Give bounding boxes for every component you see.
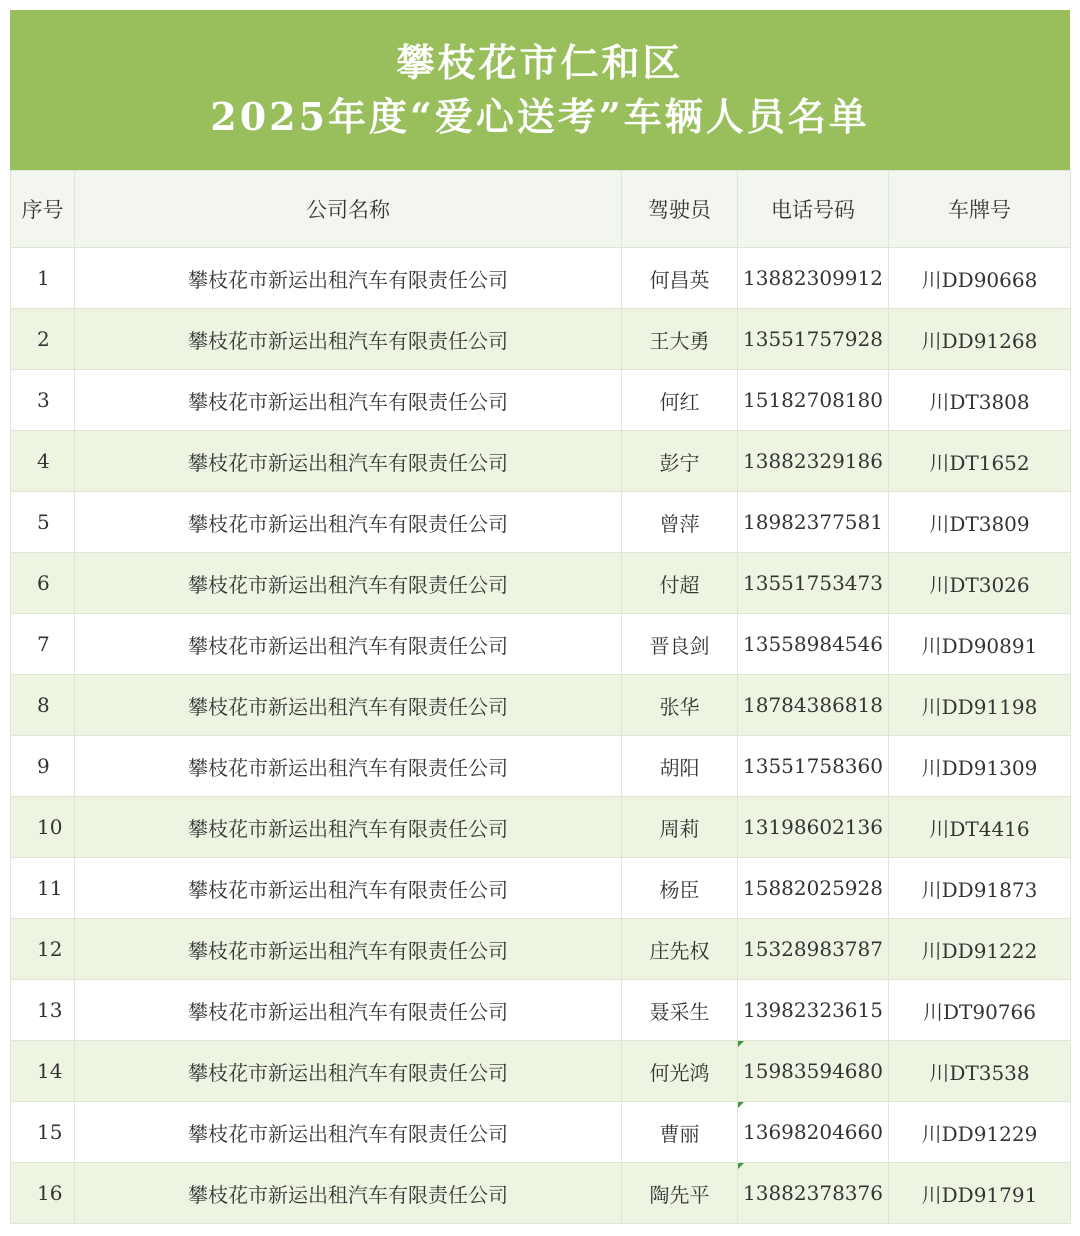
company-name-cell [75,370,622,431]
comment-marker-icon [738,1041,744,1047]
driver-name-cell [622,309,738,370]
driver-name-cell-text: 晋良剑 [649,633,710,658]
phone-number-cell [738,553,889,614]
license-plate-cell-text: 川DD91873 [921,877,1038,902]
company-name-cell-text: 攀枝花市新运出租汽车有限责任公司 [188,389,508,414]
company-name-cell-text: 攀枝花市新运出租汽车有限责任公司 [188,267,508,292]
header-plate: 车牌号 [889,171,1071,248]
phone-number-cell [738,736,889,797]
company-name-cell-text: 攀枝花市新运出租汽车有限责任公司 [188,1182,508,1207]
table-row [11,919,1071,980]
license-plate-cell-text: 川DD91198 [921,694,1038,719]
license-plate-cell [889,980,1071,1041]
company-name-cell-text: 攀枝花市新运出租汽车有限责任公司 [188,755,508,780]
driver-name-cell [622,736,738,797]
license-plate-cell-text: 川DT90766 [923,999,1036,1024]
row-number-text: 11 [37,876,63,900]
company-name-cell [75,980,622,1041]
driver-name-cell [622,614,738,675]
license-plate-cell-text: 川DT4416 [929,816,1030,841]
phone-number-cell [738,309,889,370]
comment-marker-icon [738,1102,744,1108]
company-name-cell-text: 攀枝花市新运出租汽车有限责任公司 [188,450,508,475]
company-name-cell [75,675,622,736]
row-number-text: 15 [37,1120,63,1144]
phone-number-cell-text: 18982377581 [743,510,883,534]
phone-number-cell [738,431,889,492]
driver-name-cell-text: 付超 [659,572,700,597]
roster-sheet [10,10,1070,1224]
driver-name-cell-text: 聂采生 [649,999,710,1024]
table-row [11,431,1071,492]
company-name-cell-text: 攀枝花市新运出租汽车有限责任公司 [188,694,508,719]
row-number-text: 10 [37,815,63,839]
title-district: 攀枝花市仁和区 [396,40,684,85]
company-name-cell [75,919,622,980]
row-number-text: 4 [37,449,50,473]
driver-name-cell [622,370,738,431]
table-row [11,614,1071,675]
header-driver: 驾驶员 [622,171,738,248]
driver-name-cell [622,919,738,980]
license-plate-cell [889,797,1071,858]
table-row [11,736,1071,797]
driver-name-cell-text: 张华 [659,694,700,719]
phone-number-cell-text: 18784386818 [743,693,883,717]
phone-number-cell [738,614,889,675]
license-plate-cell-text: 川DT3026 [929,572,1030,597]
license-plate-cell [889,309,1071,370]
company-name-cell-text: 攀枝花市新运出租汽车有限责任公司 [188,511,508,536]
company-name-cell-text: 攀枝花市新运出租汽车有限责任公司 [188,633,508,658]
comment-marker-icon [738,1163,744,1169]
driver-name-cell [622,1102,738,1163]
company-name-cell-text: 攀枝花市新运出租汽车有限责任公司 [188,938,508,963]
company-name-cell [75,1163,622,1224]
company-name-cell-text: 攀枝花市新运出租汽车有限责任公司 [188,1060,508,1085]
license-plate-cell [889,248,1071,309]
license-plate-cell-text: 川DD91791 [921,1182,1038,1207]
phone-number-cell-text: 13982323615 [743,998,883,1022]
phone-number-cell-text: 13198602136 [743,815,883,839]
company-name-cell [75,248,622,309]
row-number-text: 3 [37,388,50,412]
row-number [11,1102,75,1163]
row-number-text: 13 [37,998,63,1022]
phone-number-cell [738,1102,889,1163]
driver-name-cell-text: 王大勇 [649,328,710,353]
license-plate-cell [889,675,1071,736]
roster-table [10,170,1071,1224]
table-row [11,1102,1071,1163]
license-plate-cell [889,736,1071,797]
driver-name-cell-text: 何光鸿 [649,1060,710,1085]
license-plate-cell-text: 川DT1652 [929,450,1030,475]
license-plate-cell [889,1163,1071,1224]
driver-name-cell-text: 杨臣 [659,877,700,902]
row-number-text: 14 [37,1059,63,1083]
header-company: 公司名称 [75,171,622,248]
driver-name-cell [622,675,738,736]
phone-number-cell-text: 13698204660 [743,1120,883,1144]
row-number [11,431,75,492]
table-row [11,1041,1071,1102]
row-number [11,1163,75,1224]
row-number [11,675,75,736]
company-name-cell [75,736,622,797]
license-plate-cell-text: 川DD90891 [921,633,1038,658]
license-plate-cell-text: 川DT3808 [929,389,1030,414]
row-number-text: 9 [37,754,50,778]
phone-number-cell [738,980,889,1041]
driver-name-cell-text: 曾萍 [659,511,700,536]
phone-number-cell-text: 13551753473 [743,571,883,595]
header-row [11,171,1071,248]
row-number [11,248,75,309]
company-name-cell [75,309,622,370]
driver-name-cell [622,492,738,553]
license-plate-cell [889,492,1071,553]
license-plate-cell-text: 川DD91268 [921,328,1038,353]
row-number-text: 1 [37,266,50,290]
license-plate-cell [889,370,1071,431]
phone-number-cell [738,248,889,309]
company-name-cell [75,858,622,919]
row-number-text: 12 [37,937,63,961]
row-number-text: 6 [37,571,50,595]
company-name-cell [75,1041,622,1102]
row-number [11,858,75,919]
company-name-cell-text: 攀枝花市新运出租汽车有限责任公司 [188,572,508,597]
phone-number-cell [738,858,889,919]
driver-name-cell-text: 曹丽 [659,1121,700,1146]
row-number-text: 5 [37,510,50,534]
driver-name-cell-text: 陶先平 [649,1182,710,1207]
roster-body [11,248,1071,1224]
company-name-cell-text: 攀枝花市新运出租汽车有限责任公司 [188,1121,508,1146]
header-number: 序号 [11,171,75,248]
row-number-text: 7 [37,632,50,656]
table-row [11,309,1071,370]
license-plate-cell [889,1102,1071,1163]
row-number [11,1041,75,1102]
phone-number-cell [738,370,889,431]
driver-name-cell-text: 周莉 [659,816,700,841]
table-row [11,492,1071,553]
driver-name-cell-text: 何红 [659,389,700,414]
header-phone: 电话号码 [738,171,889,248]
title-banner [10,10,1070,170]
driver-name-cell [622,858,738,919]
table-row [11,797,1071,858]
phone-number-cell-text: 13882309912 [743,266,883,290]
company-name-cell [75,614,622,675]
company-name-cell [75,1102,622,1163]
table-row [11,370,1071,431]
phone-number-cell-text: 15882025928 [743,876,883,900]
phone-number-cell-text: 13882378376 [743,1181,883,1205]
table-row [11,675,1071,736]
driver-name-cell-text: 庄先权 [649,938,710,963]
row-number-text: 16 [37,1181,63,1205]
row-number [11,980,75,1041]
phone-number-cell-text: 13551758360 [743,754,883,778]
phone-number-cell [738,919,889,980]
license-plate-cell-text: 川DD91229 [921,1121,1038,1146]
driver-name-cell-text: 胡阳 [659,755,700,780]
row-number [11,736,75,797]
table-row [11,1163,1071,1224]
row-number [11,309,75,370]
license-plate-cell [889,919,1071,980]
driver-name-cell [622,248,738,309]
driver-name-cell [622,1041,738,1102]
company-name-cell-text: 攀枝花市新运出租汽车有限责任公司 [188,816,508,841]
row-number-text: 2 [37,327,50,351]
license-plate-cell-text: 川DD91222 [921,938,1038,963]
company-name-cell-text: 攀枝花市新运出租汽车有限责任公司 [188,328,508,353]
driver-name-cell [622,980,738,1041]
license-plate-cell-text: 川DD90668 [921,267,1038,292]
title-roster: 2025年度“爱心送考”车辆人员名单 [210,94,870,139]
company-name-cell [75,553,622,614]
driver-name-cell [622,553,738,614]
phone-number-cell [738,1041,889,1102]
phone-number-cell [738,675,889,736]
license-plate-cell [889,553,1071,614]
driver-name-cell [622,1163,738,1224]
license-plate-cell [889,431,1071,492]
phone-number-cell [738,797,889,858]
phone-number-cell-text: 13551757928 [743,327,883,351]
table-row [11,858,1071,919]
license-plate-cell-text: 川DT3809 [929,511,1030,536]
row-number-text: 8 [37,693,50,717]
phone-number-cell-text: 13558984546 [743,632,883,656]
table-row [11,553,1071,614]
phone-number-cell-text: 15182708180 [743,388,883,412]
company-name-cell [75,431,622,492]
table-row [11,248,1071,309]
row-number [11,492,75,553]
driver-name-cell-text: 何昌英 [649,267,710,292]
company-name-cell [75,797,622,858]
row-number [11,553,75,614]
company-name-cell-text: 攀枝花市新运出租汽车有限责任公司 [188,999,508,1024]
table-row [11,980,1071,1041]
row-number [11,919,75,980]
license-plate-cell-text: 川DT3538 [929,1060,1030,1085]
license-plate-cell-text: 川DD91309 [921,755,1038,780]
phone-number-cell-text: 13882329186 [743,449,883,473]
license-plate-cell [889,1041,1071,1102]
driver-name-cell [622,797,738,858]
company-name-cell [75,492,622,553]
driver-name-cell-text: 彭宁 [659,450,700,475]
row-number [11,370,75,431]
driver-name-cell [622,431,738,492]
phone-number-cell-text: 15983594680 [743,1059,883,1083]
phone-number-cell [738,1163,889,1224]
row-number [11,614,75,675]
license-plate-cell [889,614,1071,675]
license-plate-cell [889,858,1071,919]
company-name-cell-text: 攀枝花市新运出租汽车有限责任公司 [188,877,508,902]
phone-number-cell [738,492,889,553]
row-number [11,797,75,858]
phone-number-cell-text: 15328983787 [743,937,883,961]
